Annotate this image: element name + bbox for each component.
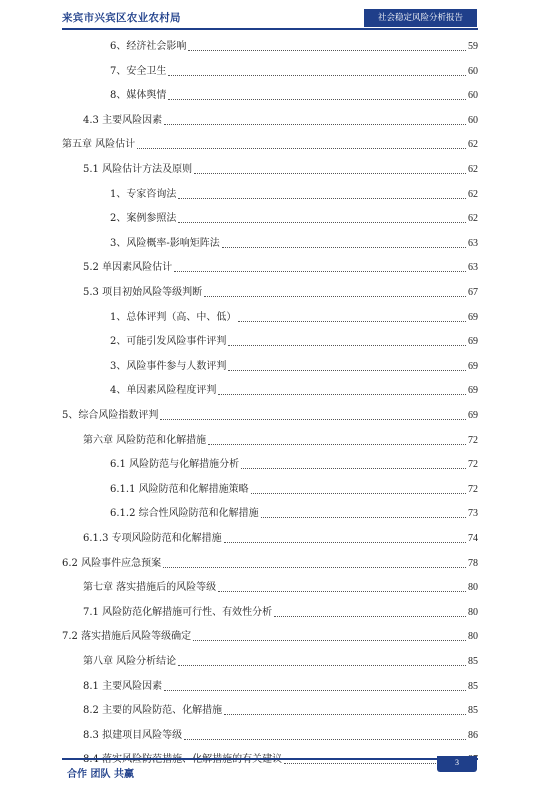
toc-entry[interactable]: [83, 280, 478, 300]
page-number-tab: 3: [437, 756, 477, 772]
toc-leader-dots: [274, 615, 466, 617]
toc-entry-title: 6.1.2 综合性风险防范和化解措施: [110, 508, 259, 520]
toc-entry-title: 1、专家咨询法: [110, 188, 177, 200]
toc-leader-dots: [194, 172, 466, 174]
toc-entry-page: 72: [468, 459, 478, 471]
toc-leader-dots: [168, 98, 466, 100]
toc-entry-page: 63: [468, 262, 478, 274]
toc-leader-dots: [204, 295, 466, 297]
toc-entry-title: 7.1 风险防范化解措施可行性、有效性分析: [83, 606, 273, 618]
toc-entry-title: 5.1 风险估计方法及原则: [83, 164, 193, 175]
toc-entry-page: 80: [468, 631, 478, 643]
header-org: 来宾市兴宾区农业农村局: [62, 12, 181, 24]
toc-entry[interactable]: [110, 34, 478, 54]
toc-leader-dots: [208, 443, 466, 445]
toc-entry-title: 5.2 单因素风险估计: [83, 262, 173, 274]
toc-leader-dots: [178, 664, 466, 666]
toc-leader-dots: [188, 49, 466, 51]
toc-leader-dots: [241, 467, 466, 469]
toc-entry-page: 62: [468, 213, 478, 225]
toc-entry-title: 7、安全卫生: [110, 65, 167, 77]
toc-leader-dots: [238, 320, 466, 322]
toc-entry-title: 4、单因素风险程度评判: [110, 385, 217, 397]
toc-entry-title: 5、综合风险指数评判: [62, 410, 159, 421]
toc-leader-dots: [228, 369, 466, 371]
toc-entry-page: 60: [468, 65, 478, 77]
toc-entry-title: 6、经济社会影响: [110, 41, 187, 52]
toc-leader-dots: [222, 246, 466, 248]
toc-entry[interactable]: [62, 624, 478, 644]
toc-entry-page: 69: [468, 385, 478, 397]
toc-leader-dots: [224, 541, 466, 543]
toc-entry[interactable]: [110, 305, 478, 325]
toc-entry-page: 85: [468, 680, 478, 692]
toc-entry[interactable]: [83, 255, 478, 275]
footer-slogan: 合作 团队 共赢: [67, 769, 134, 780]
toc-entry-title: 8.3 拟建项目风险等级: [83, 729, 183, 741]
toc-entry-title: 8.1 主要风险因素: [83, 680, 163, 692]
toc-leader-dots: [137, 147, 466, 149]
header-report-title: 社会稳定风险分析报告: [364, 9, 477, 27]
toc-entry-page: 86: [468, 729, 478, 741]
toc-entry[interactable]: [83, 698, 478, 718]
toc-entry-title: 3、风险概率-影响矩阵法: [110, 237, 220, 249]
toc-entry[interactable]: [83, 108, 478, 128]
toc-entry-page: 85: [468, 656, 478, 667]
toc-entry-title: 6.1.1 风险防范和化解措施策略: [110, 483, 249, 495]
toc-entry[interactable]: [110, 452, 478, 472]
toc-entry-page: 60: [468, 114, 478, 126]
toc-entry[interactable]: [83, 428, 478, 448]
toc-entry-page: 62: [468, 139, 478, 151]
toc-entry-title: 8、媒体舆情: [110, 90, 167, 102]
toc-entry-page: 72: [468, 483, 478, 495]
toc-entry-title: 7.2 落实措施后风险等级确定: [62, 631, 192, 643]
toc-entry[interactable]: [110, 83, 478, 103]
toc-leader-dots: [224, 713, 466, 715]
toc-leader-dots: [164, 123, 466, 125]
toc-leader-dots: [261, 516, 466, 518]
toc-entry-page: 85: [468, 705, 478, 717]
footer-divider: [62, 758, 478, 760]
toc-entry-title: 6.1.3 专项风险防范和化解措施: [83, 533, 222, 544]
toc-entry[interactable]: [62, 403, 478, 423]
toc-entry-page: 62: [468, 188, 478, 200]
toc-entry[interactable]: [110, 206, 478, 226]
toc-entry-page: 63: [468, 237, 478, 249]
toc-entry-title: 8.2 主要的风险防范、化解措施: [83, 705, 223, 717]
toc-entry-page: 59: [468, 41, 478, 52]
toc-entry[interactable]: [83, 526, 478, 546]
toc-entry[interactable]: [110, 354, 478, 374]
toc-entry-title: 4.3 主要风险因素: [83, 114, 163, 126]
header-divider: [62, 28, 478, 30]
toc-entry[interactable]: [62, 551, 478, 571]
toc-entry-title: 1、总体评判（高、中、低）: [110, 311, 237, 323]
toc-entry[interactable]: [83, 649, 478, 669]
toc-entry-page: 74: [468, 533, 478, 544]
toc-entry-title: 2、案例参照法: [110, 213, 177, 225]
toc-entry[interactable]: [110, 501, 478, 521]
toc-leader-dots: [184, 738, 466, 740]
toc-entry-page: 69: [468, 336, 478, 348]
toc-entry-title: 5.3 项目初始风险等级判断: [83, 287, 203, 298]
toc-leader-dots: [174, 270, 466, 272]
toc-entry-page: 78: [468, 557, 478, 569]
toc-leader-dots: [218, 393, 466, 395]
toc-entry-page: 67: [468, 287, 478, 298]
toc-entry[interactable]: [83, 575, 478, 595]
toc-entry-title: 第七章 落实措施后的风险等级: [83, 582, 217, 594]
toc-entry[interactable]: [110, 477, 478, 497]
toc-entry-title: 第五章 风险估计: [62, 139, 136, 151]
toc-leader-dots: [178, 197, 466, 199]
toc-entry-title: 2、可能引发风险事件评判: [110, 336, 227, 348]
toc-entry-title: 第六章 风险防范和化解措施: [83, 434, 207, 446]
toc-entry-page: 73: [468, 508, 478, 520]
toc-entry-title: 6.2 风险事件应急预案: [62, 557, 162, 569]
toc-entry-title: 6.1 风险防范与化解措施分析: [110, 459, 240, 471]
toc-entry[interactable]: [110, 182, 478, 202]
toc-entry-page: 80: [468, 606, 478, 618]
toc-leader-dots: [163, 566, 466, 568]
toc-entry-page: 72: [468, 434, 478, 446]
toc-entry-page: 69: [468, 311, 478, 323]
toc-leader-dots: [193, 639, 466, 641]
toc-entry-page: 80: [468, 582, 478, 594]
toc-entry-title: 3、风险事件参与人数评判: [110, 360, 227, 372]
toc-entry-page: 62: [468, 164, 478, 175]
toc-leader-dots: [218, 590, 466, 592]
toc-entry[interactable]: [83, 157, 478, 177]
toc-leader-dots: [228, 344, 466, 346]
toc-leader-dots: [168, 74, 466, 76]
toc-leader-dots: [160, 418, 466, 420]
toc-entry-page: 60: [468, 90, 478, 102]
toc-entry[interactable]: [83, 600, 478, 620]
toc-leader-dots: [178, 221, 466, 223]
toc-entry[interactable]: [110, 231, 478, 251]
toc-leader-dots: [164, 689, 466, 691]
toc-entry[interactable]: [83, 674, 478, 694]
toc-entry[interactable]: [83, 723, 478, 743]
toc-entry-page: 69: [468, 410, 478, 421]
toc-entry[interactable]: [62, 132, 478, 152]
toc-entry[interactable]: [110, 59, 478, 79]
toc-entry[interactable]: [110, 329, 478, 349]
toc-entry-title: 第八章 风险分析结论: [83, 656, 177, 667]
toc-entry[interactable]: [110, 378, 478, 398]
toc-leader-dots: [251, 492, 466, 494]
toc-entry-page: 69: [468, 360, 478, 372]
